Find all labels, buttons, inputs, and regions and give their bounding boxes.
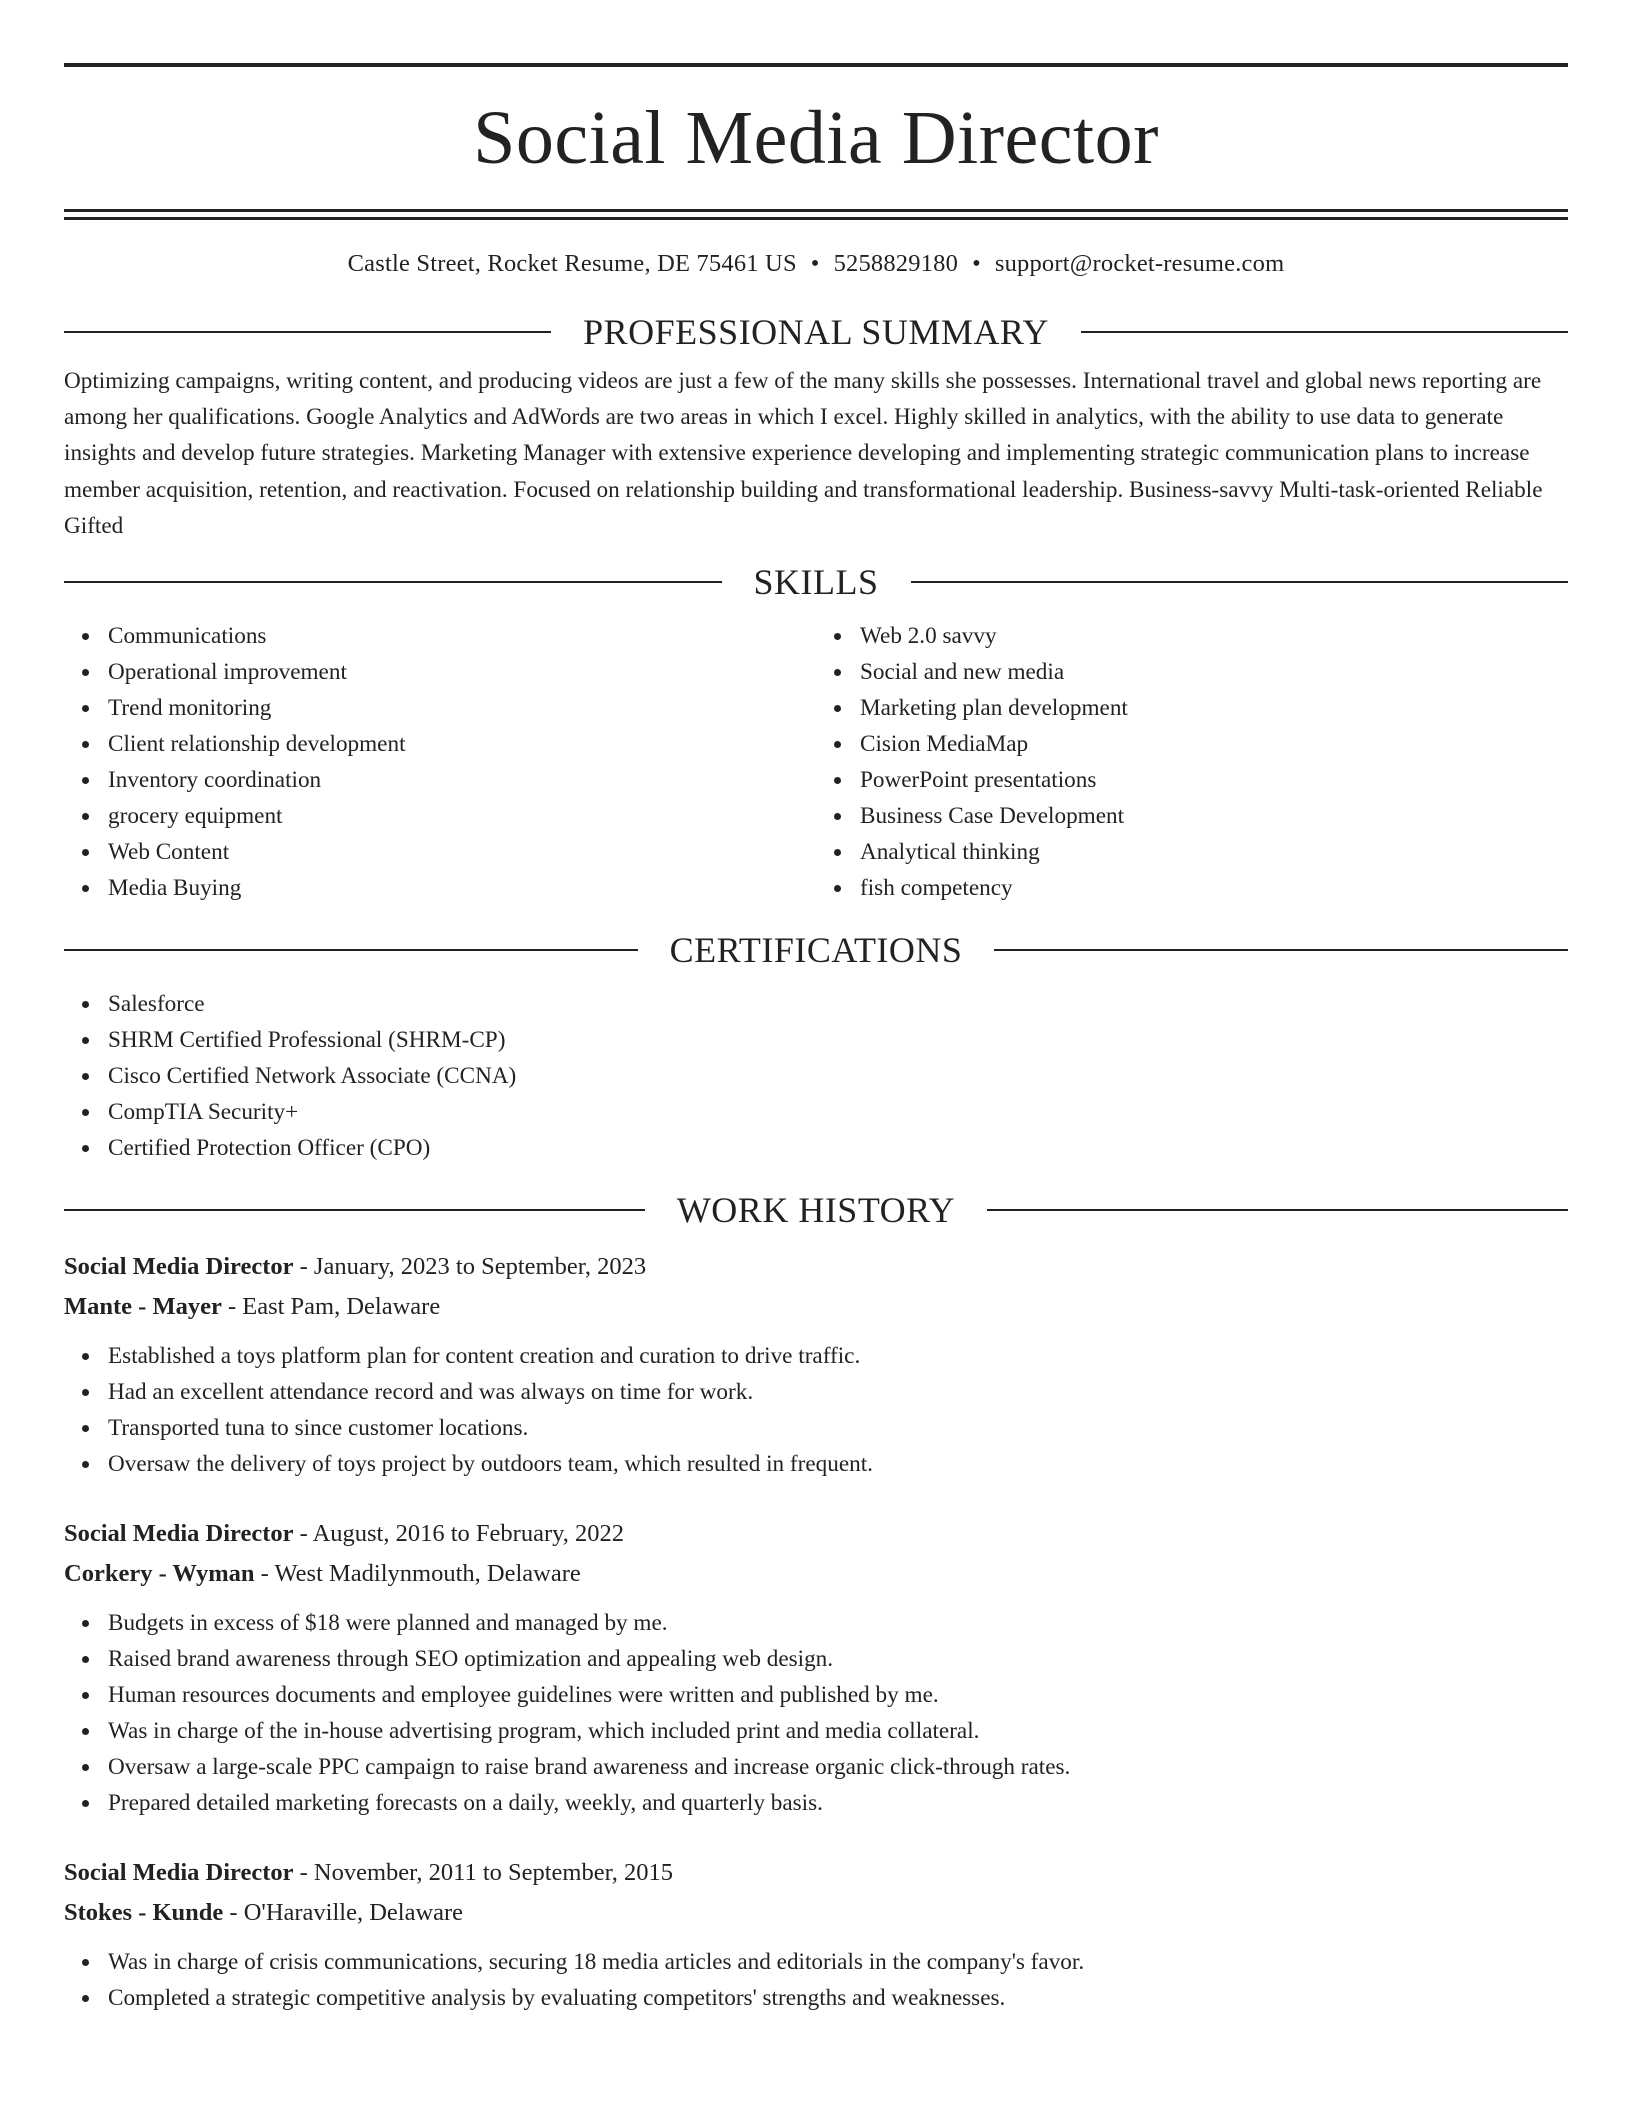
summary-text: Optimizing campaigns, writing content, and producing videos are just a few of the many skills she possesses. International travel and global news reporting are among her qualifications. Google Analytics and AdWords are two areas in which I excel. Highly skilled in analytics, with the ability to use data to generate insights and develop future strategies. Marketing Manager with extensive experience developing and implementing strategic communication plans to increase member acquisition, retention, and reactivation. Focused on relationship building and transformational leadership. Business-savvy Multi-task-oriented Reliable Gifted [64, 368, 1543, 539]
summary-section-title: PROFESSIONAL SUMMARY [583, 312, 1049, 352]
job-title-line [64, 1853, 1568, 1893]
job-bullets [64, 1338, 1568, 1482]
job-location: - West Madilynmouth, Delaware [254, 1560, 581, 1588]
job-company: Mante - Mayer [64, 1293, 222, 1321]
skill-item: Communications [108, 618, 816, 654]
section-rule-right [994, 949, 1568, 951]
job-location: - East Pam, Delaware [221, 1293, 441, 1321]
job-bullet: Budgets in excess of $18 were planned and managed by me. [108, 1605, 1568, 1641]
skill-item: Operational improvement [108, 654, 816, 690]
skill-item: Client relationship development [108, 726, 816, 762]
job-company: Corkery - Wyman [64, 1560, 255, 1588]
job-dates: - January, 2023 to September, 2023 [293, 1253, 647, 1281]
job-entry [64, 1247, 1568, 1482]
section-rule-right [987, 1209, 1568, 1211]
contact-email: support@rocket-resume.com [994, 250, 1285, 277]
skill-item: Marketing plan development [860, 690, 1568, 726]
section-rule-right [1081, 331, 1568, 333]
certification-item: CompTIA Security+ [108, 1094, 1568, 1130]
certifications-section-header [64, 926, 1568, 974]
job-bullet: Had an excellent attendance record and was always on time for work. [108, 1374, 1568, 1410]
certification-item: Cisco Certified Network Associate (CCNA) [108, 1058, 1568, 1094]
job-bullet: Raised brand awareness through SEO optimization and appealing web design. [108, 1641, 1568, 1677]
skill-item: Web Content [108, 834, 816, 870]
job-title-line [64, 1247, 1568, 1287]
skills-section-header [64, 558, 1568, 606]
job-bullet: Transported tuna to since customer locations. [108, 1410, 1568, 1446]
skill-item: Cision MediaMap [860, 726, 1568, 762]
job-company: Stokes - Kunde [64, 1899, 224, 1927]
skills-columns [64, 618, 1568, 906]
top-rule [64, 63, 1568, 67]
job-bullet: Oversaw a large-scale PPC campaign to raise brand awareness and increase organic click-through rates. [108, 1749, 1568, 1785]
skill-item: Media Buying [108, 870, 816, 906]
skill-item: Social and new media [860, 654, 1568, 690]
skills-section-title: SKILLS [753, 562, 879, 603]
job-bullets [64, 1944, 1568, 2016]
job-bullet: Prepared detailed marketing forecasts on a daily, weekly, and quarterly basis. [108, 1785, 1568, 1821]
skill-item: fish competency [860, 870, 1568, 906]
job-role: Social Media Director [64, 1253, 294, 1281]
job-bullet: Was in charge of crisis communications, securing 18 media articles and editorials in the company's favor. [108, 1944, 1568, 1980]
job-title-line [64, 1514, 1568, 1554]
job-company-line [64, 1287, 1568, 1327]
job-role: Social Media Director [64, 1520, 294, 1548]
certification-item: SHRM Certified Professional (SHRM-CP) [108, 1022, 1568, 1058]
skill-item: Analytical thinking [860, 834, 1568, 870]
contact-separator: • [810, 250, 820, 277]
job-bullet: Human resources documents and employee guidelines were written and published by me. [108, 1677, 1568, 1713]
job-dates: - November, 2011 to September, 2015 [293, 1859, 674, 1887]
double-rule [64, 209, 1568, 220]
certifications-section-title: CERTIFICATIONS [669, 930, 963, 971]
resume-name-heading: Social Media Director [473, 96, 1159, 180]
work-history-section-header [64, 1186, 1568, 1234]
contact-line [64, 248, 1568, 280]
section-rule-right [911, 581, 1569, 583]
certifications-list [64, 986, 1568, 1166]
job-entry [64, 1514, 1568, 1821]
job-role: Social Media Director [64, 1859, 294, 1887]
contact-separator: • [972, 250, 981, 277]
job-dates: - August, 2016 to February, 2022 [293, 1520, 625, 1548]
skill-item: Trend monitoring [108, 690, 816, 726]
skills-list-left [64, 618, 816, 906]
skill-item: Business Case Development [860, 798, 1568, 834]
job-bullet: Established a toys platform plan for content creation and curation to drive traffic. [108, 1338, 1568, 1374]
job-bullet: Completed a strategic competitive analysis by evaluating competitors' strengths and weaknesses. [108, 1980, 1568, 2016]
skills-list-right [816, 618, 1568, 906]
skill-item: Web 2.0 savvy [860, 618, 1568, 654]
contact-address: Castle Street, Rocket Resume, DE 75461 US [347, 250, 797, 277]
summary-section-header [64, 308, 1568, 356]
skill-item: PowerPoint presentations [860, 762, 1568, 798]
job-bullets [64, 1605, 1568, 1821]
job-company-line [64, 1893, 1568, 1933]
job-bullet: Oversaw the delivery of toys project by outdoors team, which resulted in frequent. [108, 1446, 1568, 1482]
contact-phone: 5258829180 [833, 250, 959, 277]
section-rule-left [64, 331, 551, 333]
job-location: - O'Haraville, Delaware [223, 1899, 464, 1927]
section-rule-left [64, 949, 638, 951]
skill-item: grocery equipment [108, 798, 816, 834]
section-rule-left [64, 581, 722, 583]
certification-item: Salesforce [108, 986, 1568, 1022]
section-rule-left [64, 1209, 645, 1211]
resume-page [64, 0, 1568, 2016]
job-bullet: Was in charge of the in-house advertising program, which included print and media collateral. [108, 1713, 1568, 1749]
job-entry [64, 1853, 1568, 2016]
certification-item: Certified Protection Officer (CPO) [108, 1130, 1568, 1166]
job-company-line [64, 1554, 1568, 1594]
skill-item: Inventory coordination [108, 762, 816, 798]
work-history-section-title: WORK HISTORY [676, 1190, 956, 1231]
